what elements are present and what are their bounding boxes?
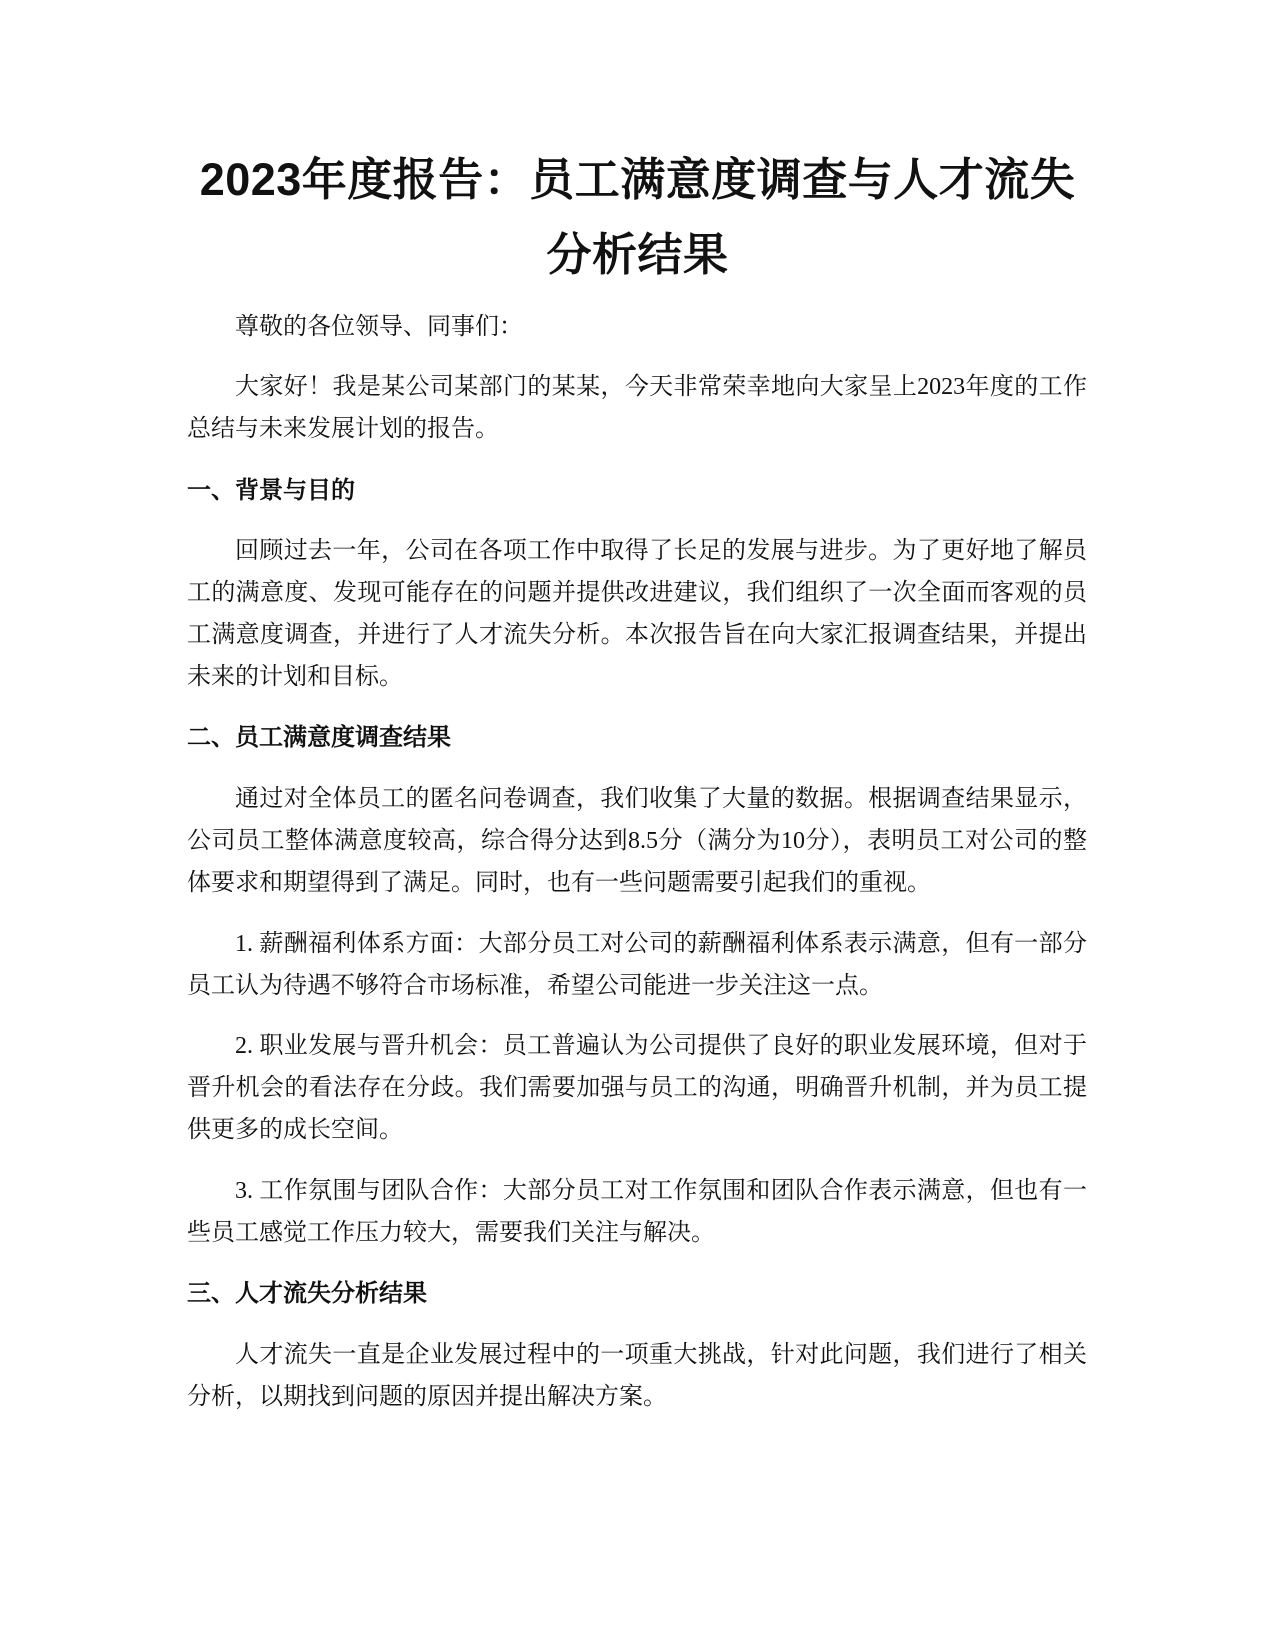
salutation: 尊敬的各位领导、同事们： [235, 314, 523, 340]
background-paragraph: 回顾过去一年，公司在各项工作中取得了长足的发展与进步。为了更好地了解员工的满意度、发现可能存在的问题并提供改进建议，我们组织了一次全面而客观的员工满意度调查，并进行了人才流失分析。本次报告旨在向大家汇报调查结果，并提出未来的计划和目标。 [187, 538, 1087, 690]
survey-item-compensation: 1. 薪酬福利体系方面：大部分员工对公司的薪酬福利体系表示满意，但有一部分员工认为待遇不够符合市场标准，希望公司能进一步关注这一点。 [187, 931, 1087, 999]
survey-item-work-atmosphere: 3. 工作氛围与团队合作：大部分员工对工作氛围和团队合作表示满意，但也有一些员工感觉工作压力较大，需要我们关注与解决。 [187, 1178, 1087, 1246]
survey-summary-paragraph: 通过对全体员工的匿名问卷调查，我们收集了大量的数据。根据调查结果显示，公司员工整体满意度较高，综合得分达到8.5分（满分为10分），表明员工对公司的整体要求和期望得到了满足。同时，也有一些问题需要引起我们的重视。 [187, 786, 1087, 896]
section-heading-talent-loss: 三、人才流失分析结果 [187, 1280, 427, 1307]
talent-loss-paragraph: 人才流失一直是企业发展过程中的一项重大挑战，针对此问题，我们进行了相关分析，以期找到问题的原因并提出解决方案。 [187, 1342, 1087, 1410]
survey-item-career-development: 2. 职业发展与晋升机会：员工普遍认为公司提供了良好的职业发展环境，但对于晋升机会的看法存在分歧。我们需要加强与员工的沟通，明确晋升机制，并为员工提供更多的成长空间。 [187, 1033, 1087, 1143]
document-title-line-2: 分析结果 [546, 229, 729, 280]
intro-paragraph: 大家好！我是某公司某部门的某某，今天非常荣幸地向大家呈上2023年度的工作总结与未来发展计划的报告。 [187, 374, 1087, 442]
section-heading-background: 一、背景与目的 [187, 477, 355, 504]
document-title-line-1: 2023年度报告：员工满意度调查与人才流失 [199, 154, 1076, 205]
section-heading-survey-results: 二、员工满意度调查结果 [187, 724, 451, 751]
